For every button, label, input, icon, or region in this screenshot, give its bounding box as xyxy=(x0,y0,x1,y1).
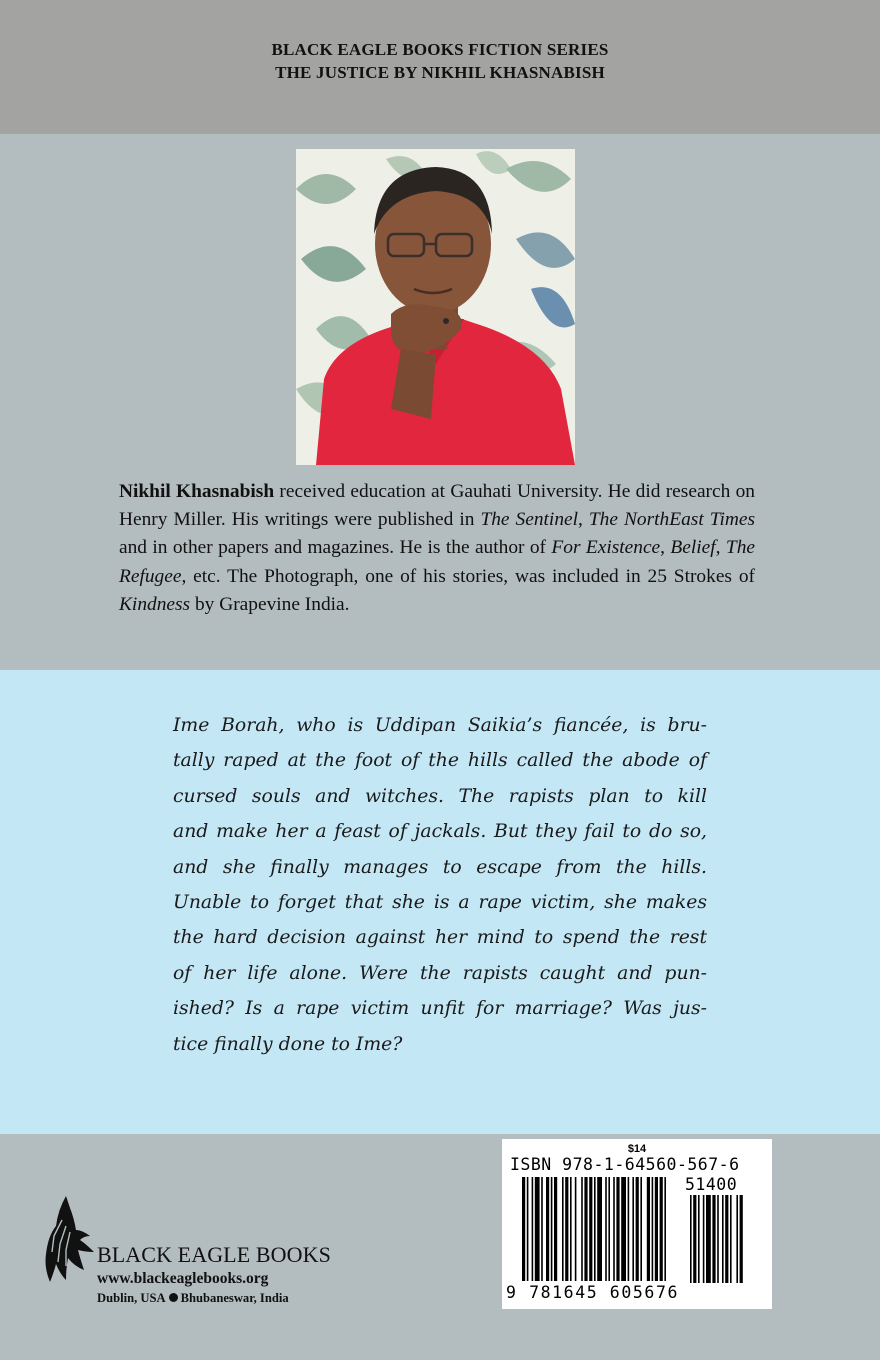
barcode-bar xyxy=(690,1195,692,1283)
isbn-text: ISBN 978-1-64560-567-6 xyxy=(510,1155,740,1174)
barcode-bar xyxy=(594,1177,596,1281)
barcode-bar xyxy=(616,1177,619,1281)
barcode-bar xyxy=(575,1177,577,1281)
barcode-bar xyxy=(597,1177,602,1281)
publication-name: The NorthEast Times xyxy=(588,509,755,531)
barcode-bar xyxy=(730,1195,732,1283)
blurb-line: ished? Is a rape victim unfit for marriage? Was jus- xyxy=(173,998,707,1020)
barcode-bar xyxy=(660,1177,663,1281)
publication-name: The Sentinel xyxy=(480,509,579,531)
black-eagle-logo-icon xyxy=(44,1196,94,1282)
barcode-bar xyxy=(722,1195,724,1283)
barcode-bar xyxy=(693,1195,696,1283)
barcode-bar xyxy=(522,1177,525,1281)
publisher-name: BLACK EAGLE BOOKS xyxy=(97,1242,331,1267)
blurb-line: and make her a feast of jackals. But they fail to do so, xyxy=(173,821,707,843)
barcode-bar xyxy=(740,1195,743,1283)
barcode-bar xyxy=(551,1177,553,1281)
barcode-bar xyxy=(562,1177,564,1281)
barcode-bar xyxy=(613,1177,615,1281)
barcode-bar xyxy=(703,1195,705,1283)
barcode-bar xyxy=(725,1195,728,1283)
barcode-bar xyxy=(546,1177,549,1281)
barcode-bar xyxy=(565,1177,568,1281)
barcode-bar xyxy=(632,1177,634,1281)
barcode-bar xyxy=(628,1177,630,1281)
author-photo xyxy=(296,149,575,465)
barcode-bar xyxy=(589,1177,592,1281)
barcode-bar xyxy=(652,1177,654,1281)
ean-number: 9 781645 605676 xyxy=(506,1283,680,1302)
author-name: Nikhil Khasnabish xyxy=(119,481,275,502)
book-title-author: THE JUSTICE BY NIKHIL KHASNABISH xyxy=(275,63,605,82)
price-addon-code: 51400 xyxy=(685,1175,738,1194)
book-name: For Existence xyxy=(551,537,661,559)
barcode-bar xyxy=(527,1177,529,1281)
barcode-bar xyxy=(541,1177,543,1281)
blurb-line: Unable to forget that she is a rape victim, she makes xyxy=(173,892,707,914)
barcode-bar xyxy=(698,1195,700,1283)
blurb-line: Ime Borah, who is Uddipan Saikia’s fiancée, is bru- xyxy=(173,715,707,736)
publisher-locations: Dublin, USA Bhubaneswar, India xyxy=(97,1291,289,1305)
barcode-bar xyxy=(605,1177,607,1281)
book-name: The Refugee xyxy=(119,537,755,587)
barcode-bar xyxy=(584,1177,587,1281)
barcode-bar xyxy=(706,1195,711,1283)
barcode-bar xyxy=(535,1177,540,1281)
barcode-bar xyxy=(621,1177,626,1281)
publisher-url: www.blackeaglebooks.org xyxy=(97,1270,269,1287)
book-blurb xyxy=(173,708,707,1062)
book-name: Kindness xyxy=(119,593,191,615)
blurb-line: cursed souls and witches. The rapists plan to kill xyxy=(173,785,707,807)
blurb-line: tally raped at the foot of the hills called the abode of xyxy=(173,750,707,772)
bullet-icon xyxy=(169,1293,178,1302)
blurb-line: tice finally done to Ime? xyxy=(173,1033,403,1055)
blurb-line: of her life alone. Were the rapists caught and pun- xyxy=(173,962,707,984)
barcode-bar xyxy=(640,1177,642,1281)
blurb-line: and she finally manages to escape from the hills. xyxy=(173,856,707,878)
barcode-bar xyxy=(664,1177,666,1281)
barcode-label xyxy=(502,1139,772,1309)
barcode-bar xyxy=(712,1195,715,1283)
price: $14 xyxy=(627,1143,647,1155)
series-name: BLACK EAGLE BOOKS FICTION SERIES xyxy=(271,40,609,59)
blurb-line: the hard decision against her mind to spend the rest xyxy=(173,927,707,949)
barcode-bar xyxy=(636,1177,639,1281)
barcode-bar xyxy=(717,1195,719,1283)
author-bio: Nikhil Khasnabish received education at Gauhati University. He did research on Henry Miller. His writings were published in The Sentinel, The NorthEast Times and in other papers and magazines. He is the author of For Existence, Belief, The Refugee, etc. The Photograph, one of his stories, was included in 25 Strokes of Kindness by Grapevine India. xyxy=(119,481,755,615)
barcode-bar xyxy=(570,1177,572,1281)
author-portrait-icon xyxy=(296,149,575,465)
barcode-bar xyxy=(655,1177,658,1281)
barcode-bar xyxy=(608,1177,610,1281)
barcode-bar xyxy=(647,1177,650,1281)
barcode-bar xyxy=(736,1195,738,1283)
book-name: Belief xyxy=(670,537,716,559)
barcode-bar xyxy=(554,1177,557,1281)
barcode-bar xyxy=(532,1177,534,1281)
barcode-bar xyxy=(581,1177,583,1281)
